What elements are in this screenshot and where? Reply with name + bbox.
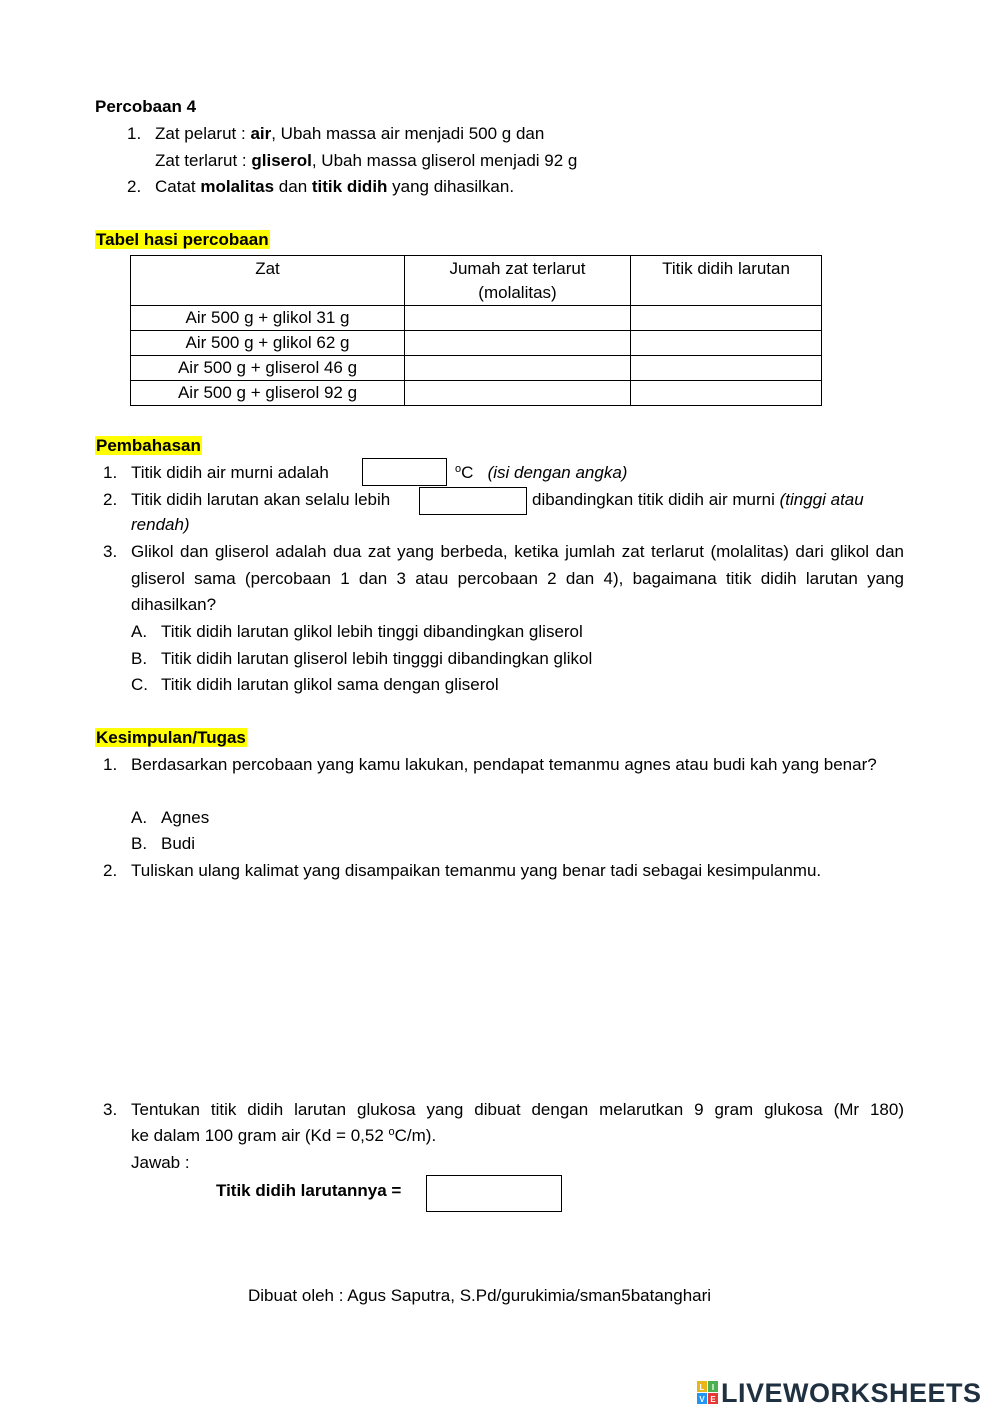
titik-didih-cell[interactable] bbox=[631, 381, 822, 406]
row-zat: Air 500 g + glikol 62 g bbox=[131, 331, 405, 356]
header-zat: Zat bbox=[131, 256, 405, 306]
table-heading: Tabel hasi percobaan bbox=[96, 230, 269, 249]
question-3-text: Glikol dan gliserol adalah dua zat yang berbeda, ketika jumlah zat terlarut (molalitas) dari glikol dan gliserol sama (percobaan 1 dan 3 atau percobaan 2 dan 4), bagaimana titik didih larutan yang dihasilkan? bbox=[131, 542, 904, 614]
row-zat: Air 500 g + gliserol 92 g bbox=[131, 381, 405, 406]
question-1-text: Titik didih air murni adalah bbox=[131, 463, 329, 482]
conclusion-answer-area[interactable] bbox=[131, 890, 904, 1090]
step-1-line-2: Zat terlarut : gliserol, Ubah massa gliserol menjadi 92 g bbox=[155, 151, 578, 170]
task-number: 1. bbox=[103, 755, 118, 774]
molalitas-cell[interactable] bbox=[405, 381, 631, 406]
question-number: 3. bbox=[103, 542, 118, 561]
molalitas-cell[interactable] bbox=[405, 331, 631, 356]
step-1-line-1: Zat pelarut : air, Ubah massa air menjadi 500 g dan bbox=[155, 124, 545, 143]
table-row bbox=[131, 331, 822, 356]
answer-label: Jawab : bbox=[131, 1153, 190, 1172]
molalitas-cell[interactable] bbox=[405, 356, 631, 381]
result-input[interactable] bbox=[426, 1175, 562, 1212]
question-1-unit: $^o$C (isi dengan angka) bbox=[455, 463, 628, 482]
liveworksheets-logo-icon bbox=[697, 1381, 719, 1405]
titik-didih-cell[interactable] bbox=[631, 331, 822, 356]
option-letter: A. bbox=[131, 622, 148, 641]
row-zat: Air 500 g + gliserol 46 g bbox=[131, 356, 405, 381]
task-number: 3. bbox=[103, 1100, 118, 1119]
question-2-text: Titik didih larutan akan selalu lebih bbox=[131, 490, 391, 509]
option-c[interactable]: Titik didih larutan glikol sama dengan gliserol bbox=[161, 675, 499, 694]
result-label: Titik didih larutannya = bbox=[216, 1181, 402, 1200]
question-number: 2. bbox=[103, 490, 118, 509]
discussion-heading: Pembahasan bbox=[96, 436, 201, 455]
header-molalitas: Jumah zat terlarut (molalitas) bbox=[405, 256, 631, 306]
titik-didih-cell[interactable] bbox=[631, 356, 822, 381]
table-row bbox=[131, 381, 822, 406]
question-2-after: dibandingkan titik didih air murni (tinggi atau bbox=[532, 490, 864, 509]
author-credit: Dibuat oleh : Agus Saputra, S.Pd/gurukimia/sman5batanghari bbox=[248, 1286, 712, 1305]
step-number: 2. bbox=[127, 177, 142, 196]
table-row bbox=[131, 306, 822, 331]
task-3-line-1: Tentukan titik didih larutan glukosa yang dibuat dengan melarutkan 9 gram glukosa (Mr 180) bbox=[131, 1100, 904, 1119]
task-3-line-2: ke dalam 100 gram air (Kd = 0,52 $^o$C/m). bbox=[131, 1126, 437, 1145]
task-number: 2. bbox=[103, 861, 118, 880]
svg-text:E: E bbox=[710, 1395, 716, 1404]
conclusion-heading: Kesimpulan/Tugas bbox=[96, 728, 246, 747]
header-titik-didih: Titik didih larutan bbox=[631, 256, 822, 306]
option-a[interactable]: Titik didih larutan glikol lebih tinggi dibandingkan gliserol bbox=[161, 622, 583, 641]
svg-text:L: L bbox=[699, 1383, 705, 1392]
svg-text:V: V bbox=[699, 1395, 705, 1404]
option-letter: B. bbox=[131, 649, 148, 668]
option-b[interactable]: Titik didih larutan gliserol lebih tingggi dibandingkan glikol bbox=[161, 649, 593, 668]
results-table bbox=[130, 255, 822, 406]
molalitas-cell[interactable] bbox=[405, 306, 631, 331]
option-agnes[interactable]: Agnes bbox=[161, 808, 210, 827]
task-1-text: Berdasarkan percobaan yang kamu lakukan, pendapat temanmu agnes atau budi kah yang benar? bbox=[131, 755, 877, 774]
table-header-row bbox=[131, 256, 822, 306]
option-letter: B. bbox=[131, 834, 148, 853]
logo-text: LIVEWORKSHEETS bbox=[721, 1377, 982, 1408]
svg-text:I: I bbox=[711, 1383, 715, 1392]
liveworksheets-logo bbox=[697, 1378, 982, 1408]
titik-didih-cell[interactable] bbox=[631, 306, 822, 331]
table-row bbox=[131, 356, 822, 381]
step-2: Catat molalitas dan titik didih yang dihasilkan. bbox=[155, 177, 515, 196]
step-number: 1. bbox=[127, 124, 142, 143]
option-budi[interactable]: Budi bbox=[161, 834, 196, 853]
option-letter: C. bbox=[131, 675, 148, 694]
option-letter: A. bbox=[131, 808, 148, 827]
higher-lower-input[interactable] bbox=[419, 487, 527, 515]
boiling-point-input[interactable] bbox=[362, 458, 447, 486]
task-2-text: Tuliskan ulang kalimat yang disampaikan temanmu yang benar tadi sebagai kesimpulanmu. bbox=[131, 861, 822, 880]
question-number: 1. bbox=[103, 463, 118, 482]
row-zat: Air 500 g + glikol 31 g bbox=[131, 306, 405, 331]
question-2-hint: rendah) bbox=[131, 515, 190, 534]
experiment-title: Percobaan 4 bbox=[95, 97, 197, 116]
